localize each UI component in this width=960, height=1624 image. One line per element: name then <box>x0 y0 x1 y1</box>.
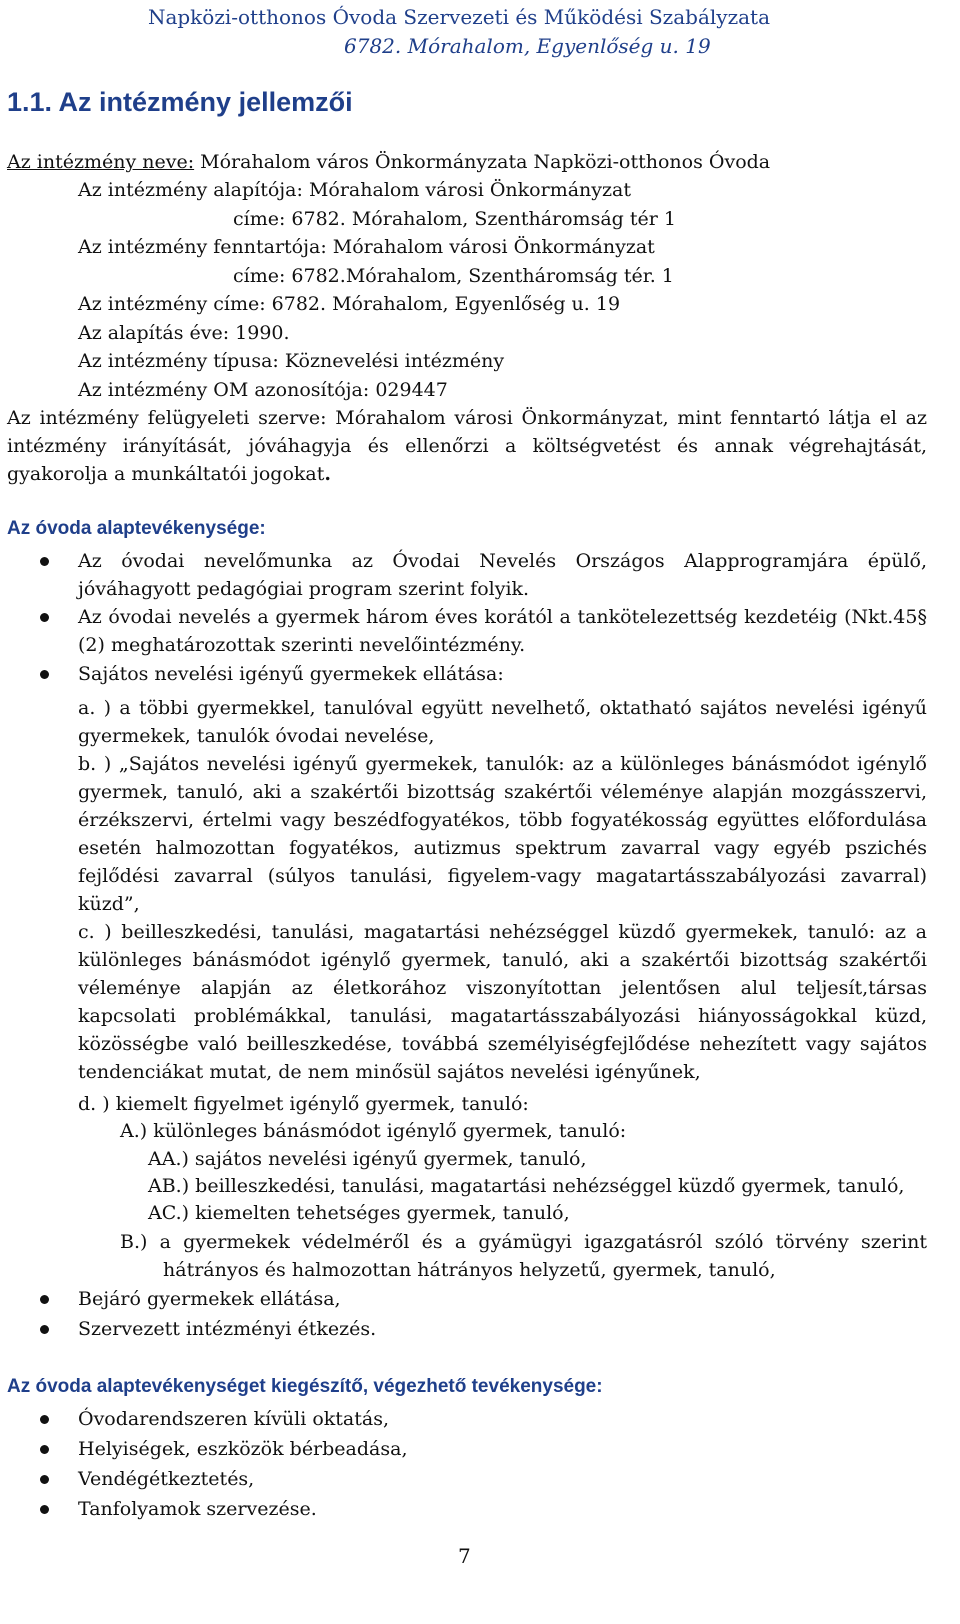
bullet-icon <box>38 1292 52 1306</box>
core-item-4: Bejáró gyermekek ellátása, <box>78 1288 341 1310</box>
bullet-icon <box>38 1502 52 1516</box>
sub-item-B-line1: B.) a gyermekek védelméről és a gyámügyi igazgatásról szóló törvény szerint <box>120 1231 927 1253</box>
supplementary-item-4: Tanfolyamok szervezése. <box>78 1498 317 1520</box>
core-item-5: Szervezett intézményi étkezés. <box>78 1318 377 1340</box>
bullet-icon <box>38 667 52 681</box>
founder-line: Az intézmény alapítója: Mórahalom városi Önkormányzat <box>78 179 631 201</box>
founding-year-line: Az alapítás éve: 1990. <box>78 322 290 344</box>
sub-item-b: b. ) „Sajátos nevelési igényű gyermekek, tanulók: az a különleges bánásmódot igénylő gyermek, tanuló, aki a szakértői bizottság szakértői véleménye alapján mozgásszervi, érzékszervi, értelmi vagy beszédfogyatékos, több fogyatékosság együttes előfordulása esetén halmozottan fogyatékos, autizmus spektrum zavarral vagy egyéb pszichés fejlődési zavarral (súlyos tanulási, figyelem-vagy magatartásszabályozási zavarral) küzd”, <box>78 753 927 915</box>
bullet-icon <box>38 610 52 624</box>
bullet-icon <box>38 554 52 568</box>
maintainer-address-line: címe: 6782.Mórahalom, Szentháromság tér. 1 <box>233 265 674 287</box>
page-number: 7 <box>458 1544 471 1568</box>
bullet-icon <box>38 1322 52 1336</box>
maintainer-line: Az intézmény fenntartója: Mórahalom városi Önkormányzat <box>78 236 655 258</box>
supervisor-end: . <box>324 463 331 485</box>
om-id-line: Az intézmény OM azonosítója: 029447 <box>78 379 448 401</box>
sub-item-B-line2: hátrányos és halmozottan hátrányos helyzetű, gyermek, tanuló, <box>163 1259 776 1281</box>
institution-address-line: Az intézmény címe: 6782. Mórahalom, Egyenlőség u. 19 <box>78 293 621 315</box>
institution-name-value: Mórahalom város Önkormányzata Napközi-otthonos Óvoda <box>194 151 771 173</box>
bullet-icon <box>38 1442 52 1456</box>
supervisor-text: Az intézmény felügyeleti szerve: Mórahalom városi Önkormányzat, mint fenntartó látja el az intézmény irányítását, jóváhagyja és ellenőrzi a költségvetést és annak végrehajtását, gyakorolja a munkáltatói jogokat <box>7 407 927 485</box>
institution-type-line: Az intézmény típusa: Köznevelési intézmény <box>78 350 505 372</box>
section-title: 1.1. Az intézmény jellemzői <box>7 87 353 117</box>
founder-address-line: címe: 6782. Mórahalom, Szentháromság tér 1 <box>233 208 676 230</box>
sub-item-a: a. ) a többi gyermekkel, tanulóval együtt nevelhető, oktatható sajátos nevelési igényű gyermekek, tanulók óvodai nevelése, <box>78 697 927 747</box>
sub-item-A: A.) különleges bánásmódot igénylő gyermek, tanuló: <box>120 1120 627 1142</box>
supplementary-item-1: Óvodarendszeren kívüli oktatás, <box>78 1408 389 1430</box>
bullet-icon <box>38 1412 52 1426</box>
core-item-1: Az óvodai nevelőmunka az Óvodai Nevelés Országos Alapprogramjára épülő, jóváhagyott pedagógiai program szerint folyik. <box>78 550 927 600</box>
core-activities-heading: Az óvoda alaptevékenysége: <box>7 518 266 539</box>
supervisor-paragraph <box>7 404 927 488</box>
institution-name-line <box>7 148 770 176</box>
supplementary-item-2: Helyiségek, eszközök bérbeadása, <box>78 1438 408 1460</box>
supplementary-item-3: Vendégétkeztetés, <box>78 1468 255 1490</box>
sub-item-AB: AB.) beilleszkedési, tanulási, magatartási nehézséggel küzdő gyermek, tanuló, <box>148 1175 905 1197</box>
sub-item-AA: AA.) sajátos nevelési igényű gyermek, tanuló, <box>148 1148 587 1170</box>
core-item-3: Sajátos nevelési igényű gyermekek ellátása: <box>78 663 504 685</box>
document-header-address: 6782. Mórahalom, Egyenlőség u. 19 <box>344 34 711 58</box>
document-header-title: Napközi-otthonos Óvoda Szervezeti és Működési Szabályzata <box>147 5 770 29</box>
sub-item-AC: AC.) kiemelten tehetséges gyermek, tanuló, <box>148 1202 570 1224</box>
supplementary-activities-heading: Az óvoda alaptevékenységet kiegészítő, végezhető tevékenysége: <box>7 1376 603 1397</box>
bullet-icon <box>38 1472 52 1486</box>
sub-item-d: d. ) kiemelt figyelmet igénylő gyermek, tanuló: <box>78 1093 529 1115</box>
core-item-2: Az óvodai nevelés a gyermek három éves korától a tankötelezettség kezdetéig (Nkt.45§ (2) meghatározottak szerinti nevelőintézmény. <box>78 606 927 656</box>
institution-name-label: Az intézmény neve: <box>7 151 195 173</box>
sub-item-c: c. ) beilleszkedési, tanulási, magatartási nehézséggel küzdő gyermekek, tanuló: az a különleges bánásmódot igénylő gyermek, tanuló, aki a szakértői bizottság szakértői véleménye alapján az életkorához viszonyítottan jelentősen alul teljesít,társas kapcsolati problémákkal, tanulási, magatartásszabályozási hiányosságokkal küzd, közösségbe való beilleszkedése, továbbá személyiségfejlődése nehezített vagy sajátos tendenciákat mutat, de nem minősül sajátos nevelési igényűnek, <box>78 921 927 1083</box>
